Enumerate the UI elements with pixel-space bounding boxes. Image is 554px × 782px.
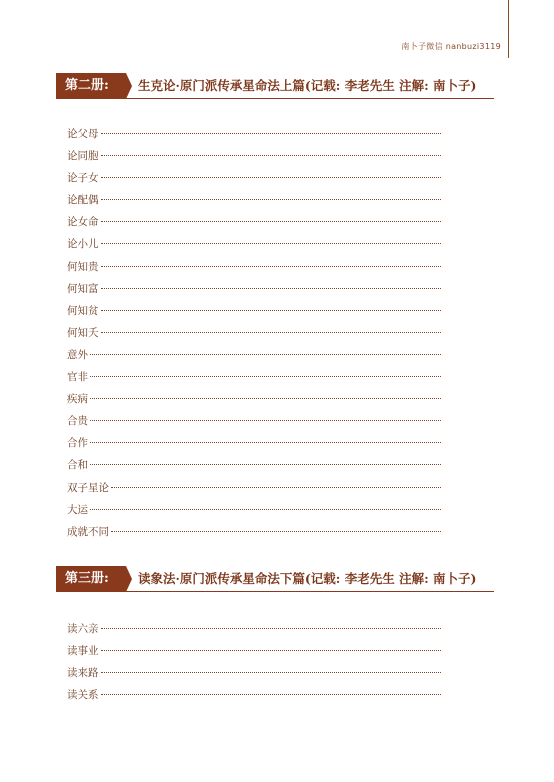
dot-leader [90,463,441,465]
toc-entry[interactable] [67,347,441,369]
dot-leader [101,671,442,673]
toc-entry-label: 论子女 [67,172,99,185]
dot-leader [101,154,442,156]
toc-list [67,621,441,709]
toc-entry[interactable] [67,192,441,214]
dot-leader [101,331,442,333]
toc-entry-label: 论女命 [67,216,99,229]
dot-leader [101,309,442,311]
toc-entry[interactable] [67,236,441,258]
dot-leader [90,508,441,510]
dot-leader [101,649,442,651]
dot-leader [101,198,442,200]
toc-entry[interactable] [67,259,441,281]
toc-entry[interactable] [67,665,441,687]
toc-entry[interactable] [67,303,441,325]
toc-entry-label: 读关系 [67,689,99,702]
dot-leader [90,397,441,399]
toc-entry[interactable] [67,281,441,303]
toc-entry[interactable] [67,621,441,643]
section-header [56,566,494,592]
toc-entry-label: 疾病 [67,393,88,406]
toc-entry-label: 合和 [67,459,88,472]
toc-entry[interactable] [67,457,441,479]
dot-leader [111,530,441,532]
section-title: 生克论·原门派传承星命法上篇(记载: 李老先生 注解: 南卜子) [138,78,477,93]
dot-leader [90,353,441,355]
toc-entry[interactable] [67,643,441,665]
toc-entry-label: 读六亲 [67,623,99,635]
toc-entry-label: 论小儿 [67,238,99,251]
toc-entry-label: 读来路 [67,667,99,680]
toc-entry[interactable] [67,391,441,413]
toc-entry[interactable] [67,435,441,457]
toc-entry-label: 意外 [67,348,88,361]
dot-leader [101,242,442,244]
dot-leader [90,419,441,421]
section-underline [56,98,494,99]
toc-entry-label: 论父母 [67,128,99,140]
toc-entry-label: 合贵 [67,415,88,428]
toc-entry-label: 大运 [67,503,88,516]
toc-entry[interactable] [67,325,441,347]
section-volume-3 [56,566,494,702]
toc-entry-label: 论配偶 [67,194,99,207]
section-title: 读象法·原门派传承星命法下篇(记载: 李老先生 注解: 南卜子) [138,571,477,586]
dot-leader [90,441,441,443]
toc-entry-label: 合作 [67,437,88,450]
toc-entry-label: 论同胞 [67,150,99,163]
toc-entry-label: 成就不同 [67,525,109,538]
toc-list [67,126,441,546]
toc-entry[interactable] [67,480,441,502]
header-note: 南卜子微信 nanbuzi3119 [401,42,501,51]
toc-entry[interactable] [67,524,441,546]
dot-leader [90,375,441,377]
toc-entry-label: 何知富 [67,282,99,295]
dot-leader [101,220,442,222]
margin-rule [508,0,509,58]
toc-entry-label: 读事业 [67,645,99,658]
section-header [56,73,494,99]
dot-leader [101,287,442,289]
toc-entry[interactable] [67,148,441,170]
dot-leader [101,693,442,695]
toc-entry[interactable] [67,413,441,435]
section-volume-2 [56,73,494,538]
toc-entry[interactable] [67,369,441,391]
section-label: 第二册: [56,73,126,99]
toc-entry-label: 何知贫 [67,304,99,317]
toc-entry[interactable] [67,214,441,236]
dot-leader [101,627,442,629]
toc-entry[interactable] [67,502,441,524]
dot-leader [101,265,442,267]
toc-entry-label: 双子星论 [67,481,109,494]
dot-leader [101,176,442,178]
dot-leader [111,486,441,488]
toc-entry-label: 官非 [67,371,88,384]
toc-entry[interactable] [67,687,441,709]
toc-entry-label: 何知夭 [67,326,99,339]
toc-entry[interactable] [67,170,441,192]
toc-entry-label: 何知贵 [67,260,99,273]
toc-entry[interactable] [67,126,441,148]
dot-leader [101,132,442,134]
section-label: 第三册: [56,566,126,592]
section-underline [56,591,494,592]
